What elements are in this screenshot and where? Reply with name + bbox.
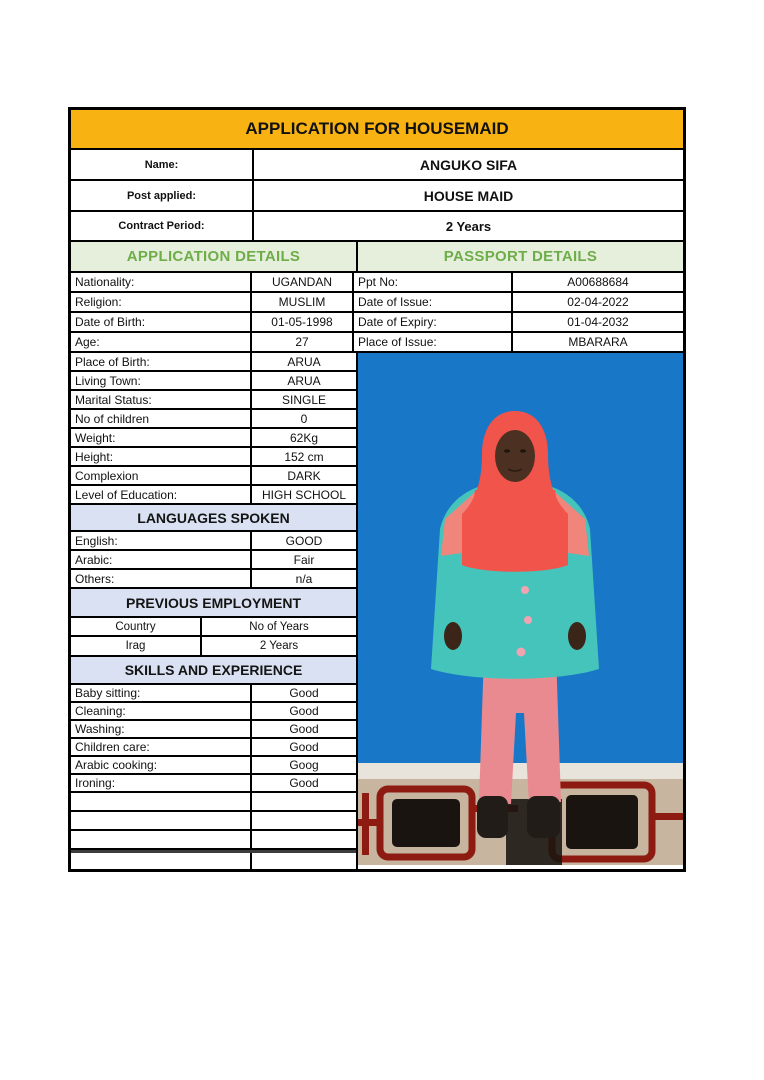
field-value: UGANDAN (252, 273, 354, 291)
field-value: ARUA (287, 354, 321, 369)
section-header-row (71, 242, 683, 273)
row-cleaning (71, 703, 356, 721)
row-place-of-birth (71, 353, 356, 372)
row-education (71, 486, 356, 505)
form-title-bar (71, 110, 683, 150)
empty-cell (71, 853, 252, 869)
row-baby-sitting (71, 685, 356, 703)
employment-country: Irag (71, 637, 202, 655)
row-age-placeissue (71, 333, 683, 353)
form-title: APPLICATION FOR HOUSEMAID (245, 119, 509, 138)
left-sock (477, 796, 508, 838)
row-post-applied (71, 181, 683, 212)
application-details-header: APPLICATION DETAILS (71, 242, 358, 271)
left-eye (504, 449, 510, 453)
empty-row (71, 812, 356, 831)
field-value: Good (289, 776, 319, 790)
field-value: 02-04-2022 (567, 295, 629, 309)
row-contract-period (71, 212, 683, 242)
field-value: 27 (252, 333, 354, 351)
field-label: Place of Issue: (354, 333, 513, 351)
field-label: Weight: (71, 429, 252, 446)
field-label: Place of Birth: (71, 353, 252, 370)
field-value: Fair (293, 552, 315, 567)
field-label: Ironing: (71, 775, 252, 791)
empty-row (71, 793, 356, 812)
row-weight (71, 429, 356, 448)
field-label: Cleaning: (71, 703, 252, 719)
field-value: 152 cm (284, 449, 324, 464)
empty-row (71, 850, 356, 869)
row-marital-status (71, 391, 356, 410)
employment-years: 2 Years (259, 640, 299, 652)
button (524, 616, 532, 624)
empty-cell (252, 831, 356, 848)
left-hand (444, 622, 462, 650)
right-eye (520, 449, 526, 453)
field-value: Goog (289, 758, 319, 772)
field-value: ANGUKO SIFA (419, 156, 518, 173)
field-value: Good (289, 686, 319, 700)
details-left-column (71, 353, 358, 869)
field-value: 62Kg (289, 430, 319, 445)
field-value: HIGH SCHOOL (261, 487, 346, 502)
housemaid-application-form (68, 107, 686, 872)
empty-row (71, 831, 356, 850)
field-value: ARUA (287, 373, 321, 388)
field-label: Nationality: (71, 273, 252, 291)
field-label: No of children (71, 410, 252, 427)
employment-row (71, 637, 356, 657)
previous-employment-header: PREVIOUS EMPLOYMENT (71, 589, 356, 618)
row-english (71, 532, 356, 551)
empty-cell (71, 812, 252, 829)
field-label: Date of Birth: (71, 313, 252, 331)
empty-cell (252, 812, 356, 829)
face (495, 430, 535, 482)
lower-section (71, 353, 683, 869)
column-header-country: Country (71, 618, 202, 635)
row-ironing (71, 775, 356, 793)
field-label: Arabic cooking: (71, 757, 252, 773)
field-value: Good (289, 704, 319, 718)
field-label: Contract Period: (71, 212, 254, 240)
field-value: n/a (295, 571, 313, 586)
column-header-years: No of Years (249, 620, 309, 633)
field-label: Date of Issue: (354, 293, 513, 311)
button (521, 586, 529, 594)
employment-columns-row (71, 618, 356, 637)
field-value: SINGLE (281, 392, 326, 407)
applicant-photo-graphic (358, 353, 683, 865)
field-value: MUSLIM (252, 293, 354, 311)
row-height (71, 448, 356, 467)
field-value: GOOD (285, 533, 323, 548)
row-children-care (71, 739, 356, 757)
field-label: Washing: (71, 721, 252, 737)
field-label: Children care: (71, 739, 252, 755)
field-value: HOUSE MAID (423, 187, 514, 204)
field-value: 01-04-2032 (567, 315, 629, 329)
field-value: DARK (287, 468, 321, 483)
field-value: 0 (300, 411, 308, 426)
row-complexion (71, 467, 356, 486)
row-religion-dateissue (71, 293, 683, 313)
field-value: MBARARA (568, 335, 628, 349)
field-label: Post applied: (71, 181, 254, 210)
field-label: Age: (71, 333, 252, 351)
field-value: 2 Years (445, 218, 492, 234)
field-label: Date of Expiry: (354, 313, 513, 331)
field-label: Religion: (71, 293, 252, 311)
field-value: A00688684 (567, 275, 629, 289)
row-dob-dateexpiry (71, 313, 683, 333)
row-nationality-pptno (71, 273, 683, 293)
field-label: Others: (71, 570, 252, 587)
field-label: Living Town: (71, 372, 252, 389)
field-label: Height: (71, 448, 252, 465)
row-no-of-children (71, 410, 356, 429)
applicant-photo (358, 353, 683, 869)
right-sock (527, 796, 560, 838)
field-label: Marital Status: (71, 391, 252, 408)
field-label: Baby sitting: (71, 685, 252, 701)
field-value: 01-05-1998 (252, 313, 354, 331)
languages-spoken-header: LANGUAGES SPOKEN (71, 505, 356, 532)
button (517, 648, 526, 657)
row-other-languages (71, 570, 356, 589)
row-name (71, 150, 683, 181)
empty-cell (71, 793, 252, 810)
row-arabic-cooking (71, 757, 356, 775)
field-value: Good (289, 740, 319, 754)
passport-details-header: PASSPORT DETAILS (443, 248, 598, 265)
empty-cell (71, 831, 252, 848)
field-value: Good (289, 722, 319, 736)
field-label: Ppt No: (354, 273, 513, 291)
skills-experience-header: SKILLS AND EXPERIENCE (71, 657, 356, 685)
field-label: Name: (71, 150, 254, 179)
right-hand (568, 622, 586, 650)
row-living-town (71, 372, 356, 391)
empty-cell (252, 793, 356, 810)
row-washing (71, 721, 356, 739)
field-label: English: (71, 532, 252, 549)
empty-cell (252, 853, 356, 869)
field-label: Arabic: (71, 551, 252, 568)
field-label: Level of Education: (71, 486, 252, 503)
row-arabic (71, 551, 356, 570)
field-label: Complexion (71, 467, 252, 484)
